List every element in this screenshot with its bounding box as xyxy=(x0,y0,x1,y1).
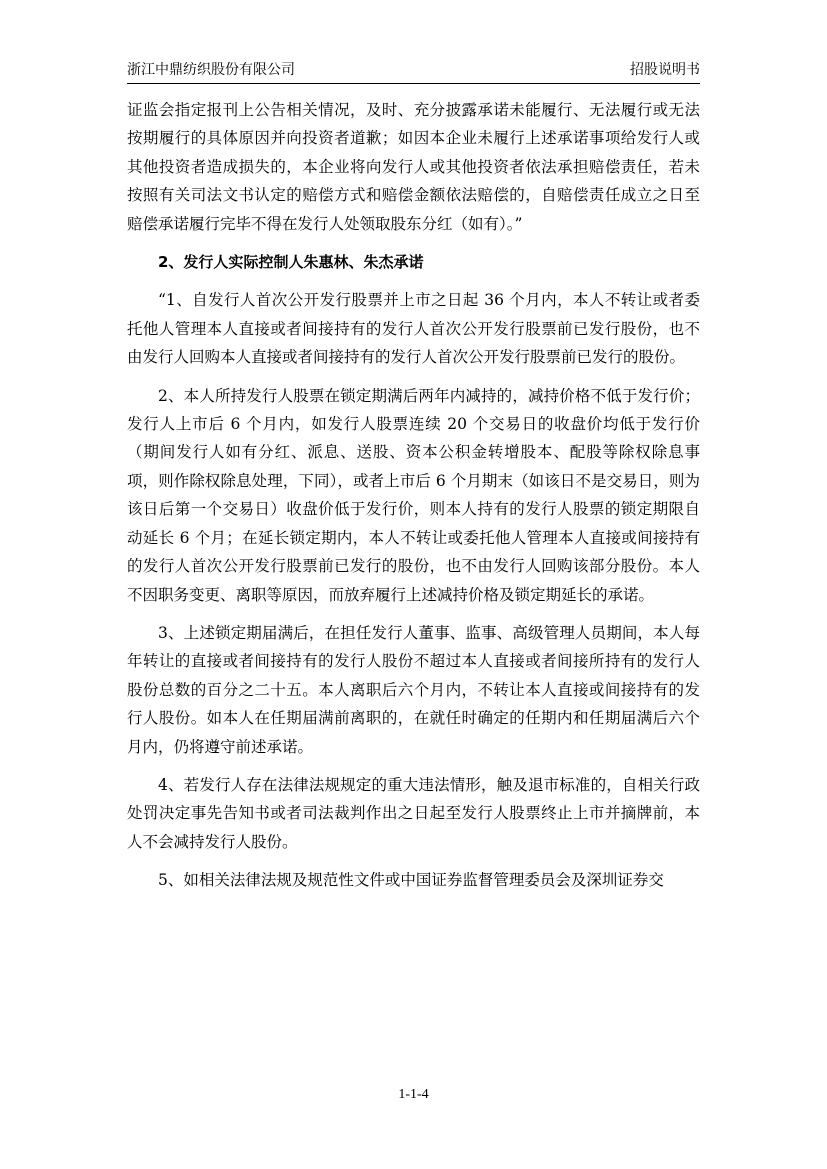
paragraph-continuation: 证监会指定报刊上公告相关情况，及时、充分披露承诺未能履行、无法履行或无法按期履行的具体原因并向投资者道歉；如因本企业未履行上述承诺事项给发行人或其他投资者造成损失的，本企业将向发行人或其他投资者依法承担赔偿责任，若未按照有关司法文书认定的赔偿方式和赔偿金额依法赔偿的，自赔偿责任成立之日至赔偿承诺履行完毕不得在发行人处领取股东分红（如有）。” xyxy=(127,101,700,233)
header-company: 浙江中鼎纺织股份有限公司 xyxy=(127,62,295,78)
paragraph-commitment-1: “1、自发行人首次公开发行股票并上市之日起 36 个月内，本人不转让或者委托他人管理本人直接或者间接持有的发行人首次公开发行股票前已发行股份，也不由发行人回购本人直接或者间接持有的发行人首次公开发行股票前已发行的股份。 xyxy=(127,291,700,367)
paragraph-commitment-5: 5、如相关法律法规及规范性文件或中国证券监督管理委员会及深圳证券交 xyxy=(158,871,664,890)
page-number: 1-1-4 xyxy=(398,1087,429,1102)
section-heading: 2、发行人实际控制人朱惠林、朱杰承诺 xyxy=(158,253,424,272)
paragraph-commitment-4: 4、若发行人存在法律法规规定的重大违法情形，触及退市标准的，自相关行政处罚决定事先告知书或者司法裁判作出之日起至发行人股票终止上市并摘牌前，本人不会减持发行人股份。 xyxy=(127,775,700,851)
paragraph-commitment-2: 2、本人所持发行人股票在锁定期满后两年内减持的，减持价格不低于发行价；发行人上市后 6 个月内，如发行人股票连续 20 个交易日的收盘价均低于发行价（期间发行人如有分红、派息、送股、资本公积金转增股本、配股等除权除息事项，则作除权除息处理，下同），或者上市后 6 个月期末（如该日不是交易日，则为该日后第一个交易日）收盘价低于发行价，则本人持有的发行人股票的锁定期限自动延长 6 个月；在延长锁定期内，本人不转让或委托他人管理本人直接或间接持有的发行人首次公开发行股票前已发行的股份，也不由发行人回购该部分股份。本人不因职务变更、离职等原因，而放弃履行上述减持价格及锁定期延长的承诺。 xyxy=(127,386,700,604)
header-doc-type: 招股说明书 xyxy=(630,62,700,78)
paragraph-commitment-3: 3、上述锁定期届满后，在担任发行人董事、监事、高级管理人员期间，本人每年转让的直接或者间接持有的发行人股份不超过本人直接或者间接所持有的发行人股份总数的百分之二十五。本人离职后六个月内，不转让本人直接或间接持有的发行人股份。如本人在任期届满前离职的，在就任时确定的任期内和任期届满后六个月内，仍将遵守前述承诺。 xyxy=(127,623,700,756)
page-header xyxy=(127,55,700,84)
document-body xyxy=(127,96,700,895)
